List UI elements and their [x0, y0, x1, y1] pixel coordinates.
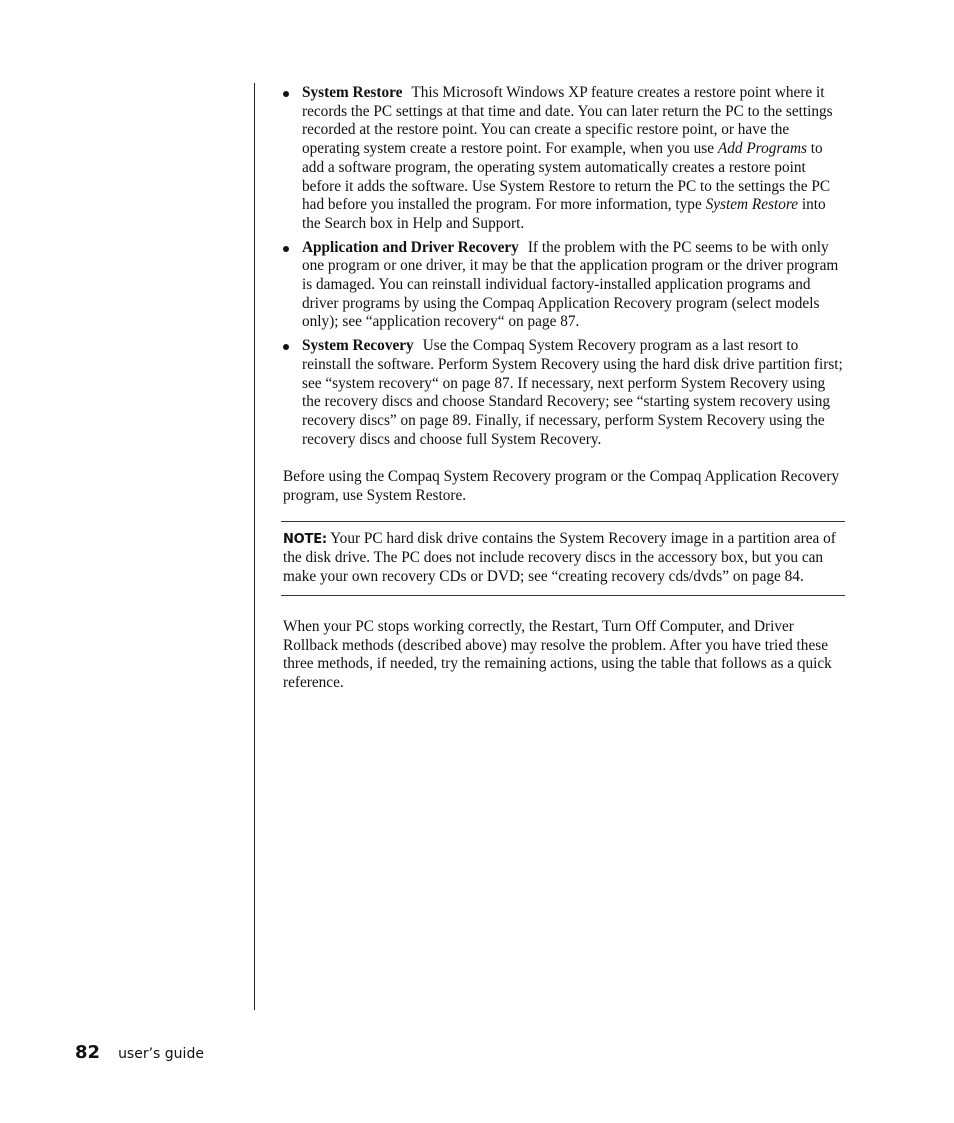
- bullet-icon: [283, 246, 289, 252]
- list-item-text: If the problem with the PC seems to be with only one program or one driver, it may be that the application program or the driver program is damaged. You can reinstall individual factory-installed application programs and driver programs by using the Compaq Application Recovery program (select models only); see “application recovery“ on page 87.: [302, 238, 839, 331]
- list-item-text: to add a software program, the operating system automatically creates a restore point before it adds the software. Use System Restore to return the PC to the settings the PC had before you installed the program. For more information, type: [302, 140, 831, 214]
- page-number: 82: [75, 1042, 101, 1063]
- list-item-system-restore: [283, 84, 843, 234]
- list-item-term: System Restore: [302, 84, 403, 101]
- page-footer: [75, 1042, 204, 1063]
- list-item-italic: Add Programs: [717, 140, 807, 158]
- list-item-term: System Recovery: [302, 337, 414, 355]
- bullet-icon: [283, 91, 289, 97]
- note-text: Your PC hard disk drive contains the System Recovery image in a partition area of the disk drive. The PC does not include recovery discs in the accessory box, but you can make your own recovery CDs or DVD; see “creating recovery cds/dvds” on page 84.: [283, 529, 836, 586]
- footer-label: user’s guide: [118, 1046, 204, 1062]
- list-item-text: This Microsoft Windows XP feature creates a restore point where it records the PC settings at that time and date. You can later return the PC to the settings recorded at the restore point. You can create a specific restore point, or have the operating system create a restore point. For example, when you use: [302, 84, 833, 158]
- paragraph-after-note: When your PC stops working correctly, the Restart, Turn Off Computer, and Driver Rollback methods (described above) may resolve the problem. After you have tried these three methods, if needed, try the remaining actions, using the table that follows as a quick reference.: [283, 617, 832, 691]
- note-box: [281, 521, 845, 596]
- list-item-system-recovery: [283, 337, 843, 449]
- margin-rule: [254, 83, 255, 1010]
- paragraph-before-note: Before using the Compaq System Recovery program or the Compaq Application Recovery program, use System Restore.: [283, 468, 840, 505]
- list-item-term: Application and Driver Recovery: [302, 238, 519, 256]
- list-item-text: into the Search box in Help and Support.: [302, 196, 826, 232]
- page-content: [283, 84, 843, 693]
- list-item-italic: System Restore: [705, 196, 799, 214]
- note-label: NOTE:: [283, 531, 327, 547]
- bullet-icon: [283, 344, 289, 350]
- list-item-application-driver-recovery: [283, 239, 843, 333]
- list-item-text: Use the Compaq System Recovery program as a last resort to reinstall the software. Perform System Recovery using the hard disk drive partition first; see “system recovery“ on page 87. If necessary, next perform System Recovery using the recovery discs and choose Standard Recovery; see “starting system recovery using recovery discs” on page 89. Finally, if necessary, perform System Recovery using the recovery discs and choose full System Recovery.: [302, 337, 843, 448]
- recovery-methods-list: [283, 84, 843, 449]
